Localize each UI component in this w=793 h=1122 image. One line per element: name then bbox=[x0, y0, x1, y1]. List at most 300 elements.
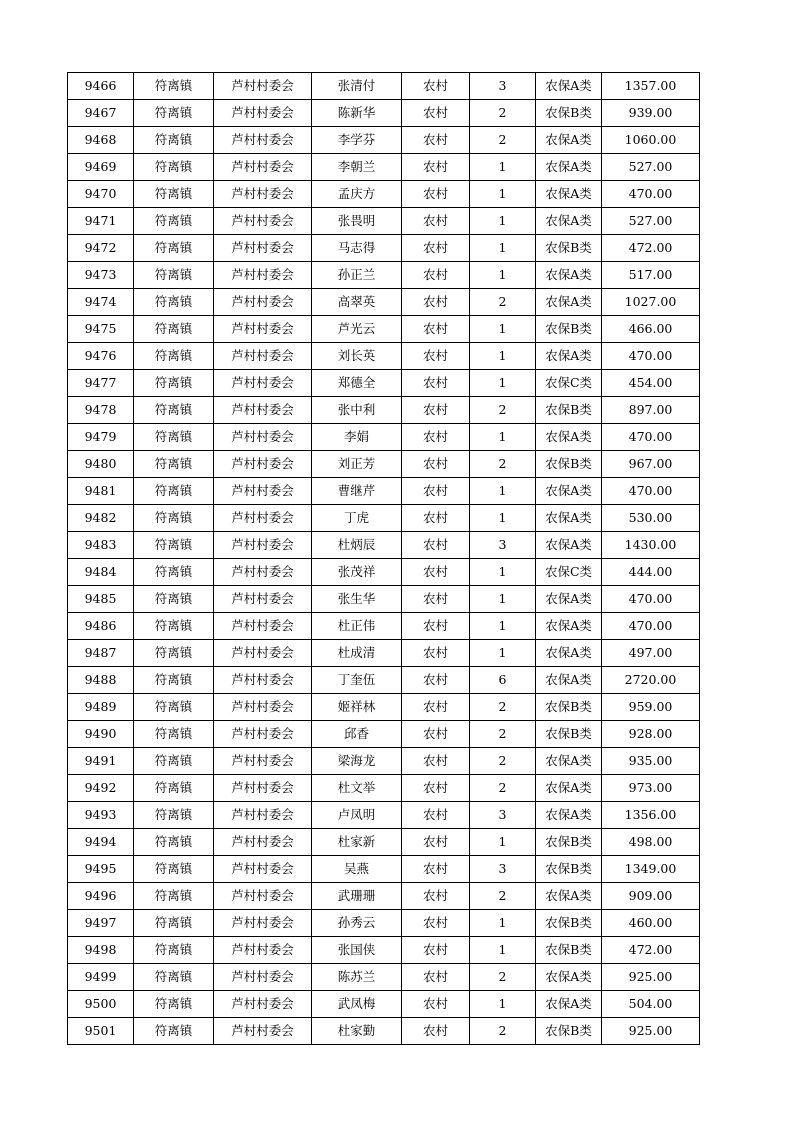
area-type-cell: 农村 bbox=[402, 586, 470, 613]
table-body bbox=[68, 73, 700, 1045]
village-committee-cell: 芦村村委会 bbox=[214, 775, 312, 802]
household-size-cell: 1 bbox=[470, 235, 536, 262]
insurance-category-cell: 农保B类 bbox=[536, 235, 602, 262]
village-committee-cell: 芦村村委会 bbox=[214, 154, 312, 181]
row-number-cell: 9480 bbox=[68, 451, 134, 478]
table-row bbox=[68, 964, 700, 991]
amount-cell: 1357.00 bbox=[602, 73, 700, 100]
area-type-cell: 农村 bbox=[402, 181, 470, 208]
name-cell: 马志得 bbox=[312, 235, 402, 262]
household-size-cell: 1 bbox=[470, 991, 536, 1018]
area-type-cell: 农村 bbox=[402, 154, 470, 181]
row-number-cell: 9488 bbox=[68, 667, 134, 694]
town-cell: 符离镇 bbox=[134, 505, 214, 532]
table-row bbox=[68, 451, 700, 478]
insurance-category-cell: 农保B类 bbox=[536, 937, 602, 964]
household-size-cell: 2 bbox=[470, 289, 536, 316]
village-committee-cell: 芦村村委会 bbox=[214, 640, 312, 667]
village-committee-cell: 芦村村委会 bbox=[214, 694, 312, 721]
name-cell: 邱香 bbox=[312, 721, 402, 748]
table-row bbox=[68, 640, 700, 667]
amount-cell: 973.00 bbox=[602, 775, 700, 802]
name-cell: 梁海龙 bbox=[312, 748, 402, 775]
village-committee-cell: 芦村村委会 bbox=[214, 73, 312, 100]
area-type-cell: 农村 bbox=[402, 235, 470, 262]
amount-cell: 925.00 bbox=[602, 1018, 700, 1045]
amount-cell: 1349.00 bbox=[602, 856, 700, 883]
insurance-category-cell: 农保B类 bbox=[536, 316, 602, 343]
name-cell: 曹继芹 bbox=[312, 478, 402, 505]
insurance-category-cell: 农保A类 bbox=[536, 748, 602, 775]
benefit-table bbox=[67, 72, 700, 1045]
household-size-cell: 2 bbox=[470, 1018, 536, 1045]
table-row bbox=[68, 73, 700, 100]
row-number-cell: 9486 bbox=[68, 613, 134, 640]
town-cell: 符离镇 bbox=[134, 937, 214, 964]
name-cell: 杜炳辰 bbox=[312, 532, 402, 559]
town-cell: 符离镇 bbox=[134, 235, 214, 262]
row-number-cell: 9469 bbox=[68, 154, 134, 181]
household-size-cell: 1 bbox=[470, 181, 536, 208]
town-cell: 符离镇 bbox=[134, 829, 214, 856]
insurance-category-cell: 农保A类 bbox=[536, 964, 602, 991]
table-row bbox=[68, 613, 700, 640]
town-cell: 符离镇 bbox=[134, 775, 214, 802]
row-number-cell: 9492 bbox=[68, 775, 134, 802]
village-committee-cell: 芦村村委会 bbox=[214, 586, 312, 613]
table-row bbox=[68, 478, 700, 505]
name-cell: 吴燕 bbox=[312, 856, 402, 883]
village-committee-cell: 芦村村委会 bbox=[214, 343, 312, 370]
table-row bbox=[68, 721, 700, 748]
row-number-cell: 9468 bbox=[68, 127, 134, 154]
table-row bbox=[68, 910, 700, 937]
town-cell: 符离镇 bbox=[134, 208, 214, 235]
table-row bbox=[68, 532, 700, 559]
village-committee-cell: 芦村村委会 bbox=[214, 748, 312, 775]
table-row bbox=[68, 991, 700, 1018]
insurance-category-cell: 农保C类 bbox=[536, 559, 602, 586]
household-size-cell: 1 bbox=[470, 505, 536, 532]
village-committee-cell: 芦村村委会 bbox=[214, 505, 312, 532]
amount-cell: 1356.00 bbox=[602, 802, 700, 829]
name-cell: 芦光云 bbox=[312, 316, 402, 343]
insurance-category-cell: 农保A类 bbox=[536, 424, 602, 451]
village-committee-cell: 芦村村委会 bbox=[214, 451, 312, 478]
household-size-cell: 1 bbox=[470, 613, 536, 640]
household-size-cell: 2 bbox=[470, 100, 536, 127]
household-size-cell: 1 bbox=[470, 910, 536, 937]
insurance-category-cell: 农保A类 bbox=[536, 289, 602, 316]
village-committee-cell: 芦村村委会 bbox=[214, 883, 312, 910]
insurance-category-cell: 农保A类 bbox=[536, 208, 602, 235]
town-cell: 符离镇 bbox=[134, 181, 214, 208]
amount-cell: 466.00 bbox=[602, 316, 700, 343]
table-row bbox=[68, 343, 700, 370]
town-cell: 符离镇 bbox=[134, 586, 214, 613]
insurance-category-cell: 农保A类 bbox=[536, 532, 602, 559]
insurance-category-cell: 农保B类 bbox=[536, 694, 602, 721]
table-row bbox=[68, 154, 700, 181]
village-committee-cell: 芦村村委会 bbox=[214, 181, 312, 208]
amount-cell: 470.00 bbox=[602, 181, 700, 208]
area-type-cell: 农村 bbox=[402, 694, 470, 721]
amount-cell: 472.00 bbox=[602, 937, 700, 964]
table-row bbox=[68, 181, 700, 208]
household-size-cell: 1 bbox=[470, 640, 536, 667]
household-size-cell: 2 bbox=[470, 694, 536, 721]
area-type-cell: 农村 bbox=[402, 559, 470, 586]
town-cell: 符离镇 bbox=[134, 154, 214, 181]
table-row bbox=[68, 829, 700, 856]
village-committee-cell: 芦村村委会 bbox=[214, 532, 312, 559]
area-type-cell: 农村 bbox=[402, 964, 470, 991]
area-type-cell: 农村 bbox=[402, 829, 470, 856]
amount-cell: 444.00 bbox=[602, 559, 700, 586]
amount-cell: 939.00 bbox=[602, 100, 700, 127]
village-committee-cell: 芦村村委会 bbox=[214, 262, 312, 289]
row-number-cell: 9473 bbox=[68, 262, 134, 289]
amount-cell: 498.00 bbox=[602, 829, 700, 856]
village-committee-cell: 芦村村委会 bbox=[214, 127, 312, 154]
amount-cell: 1027.00 bbox=[602, 289, 700, 316]
insurance-category-cell: 农保A类 bbox=[536, 154, 602, 181]
village-committee-cell: 芦村村委会 bbox=[214, 910, 312, 937]
table-row bbox=[68, 235, 700, 262]
name-cell: 武珊珊 bbox=[312, 883, 402, 910]
village-committee-cell: 芦村村委会 bbox=[214, 721, 312, 748]
amount-cell: 925.00 bbox=[602, 964, 700, 991]
town-cell: 符离镇 bbox=[134, 667, 214, 694]
town-cell: 符离镇 bbox=[134, 748, 214, 775]
name-cell: 武凤梅 bbox=[312, 991, 402, 1018]
row-number-cell: 9477 bbox=[68, 370, 134, 397]
row-number-cell: 9497 bbox=[68, 910, 134, 937]
name-cell: 张生华 bbox=[312, 586, 402, 613]
row-number-cell: 9472 bbox=[68, 235, 134, 262]
town-cell: 符离镇 bbox=[134, 451, 214, 478]
row-number-cell: 9474 bbox=[68, 289, 134, 316]
area-type-cell: 农村 bbox=[402, 667, 470, 694]
village-committee-cell: 芦村村委会 bbox=[214, 829, 312, 856]
village-committee-cell: 芦村村委会 bbox=[214, 667, 312, 694]
row-number-cell: 9466 bbox=[68, 73, 134, 100]
name-cell: 杜正伟 bbox=[312, 613, 402, 640]
area-type-cell: 农村 bbox=[402, 748, 470, 775]
area-type-cell: 农村 bbox=[402, 640, 470, 667]
row-number-cell: 9501 bbox=[68, 1018, 134, 1045]
amount-cell: 1060.00 bbox=[602, 127, 700, 154]
name-cell: 张畏明 bbox=[312, 208, 402, 235]
insurance-category-cell: 农保A类 bbox=[536, 505, 602, 532]
area-type-cell: 农村 bbox=[402, 775, 470, 802]
table-row bbox=[68, 586, 700, 613]
amount-cell: 517.00 bbox=[602, 262, 700, 289]
insurance-category-cell: 农保B类 bbox=[536, 451, 602, 478]
table-row bbox=[68, 856, 700, 883]
insurance-category-cell: 农保A类 bbox=[536, 586, 602, 613]
table-row bbox=[68, 802, 700, 829]
amount-cell: 470.00 bbox=[602, 424, 700, 451]
name-cell: 张茂祥 bbox=[312, 559, 402, 586]
name-cell: 张中利 bbox=[312, 397, 402, 424]
town-cell: 符离镇 bbox=[134, 883, 214, 910]
household-size-cell: 1 bbox=[470, 829, 536, 856]
row-number-cell: 9481 bbox=[68, 478, 134, 505]
area-type-cell: 农村 bbox=[402, 532, 470, 559]
amount-cell: 454.00 bbox=[602, 370, 700, 397]
name-cell: 杜成清 bbox=[312, 640, 402, 667]
insurance-category-cell: 农保B类 bbox=[536, 829, 602, 856]
table-row bbox=[68, 208, 700, 235]
name-cell: 孙秀云 bbox=[312, 910, 402, 937]
village-committee-cell: 芦村村委会 bbox=[214, 208, 312, 235]
table-row bbox=[68, 100, 700, 127]
amount-cell: 530.00 bbox=[602, 505, 700, 532]
village-committee-cell: 芦村村委会 bbox=[214, 991, 312, 1018]
amount-cell: 2720.00 bbox=[602, 667, 700, 694]
row-number-cell: 9470 bbox=[68, 181, 134, 208]
row-number-cell: 9496 bbox=[68, 883, 134, 910]
amount-cell: 460.00 bbox=[602, 910, 700, 937]
table-row bbox=[68, 397, 700, 424]
household-size-cell: 1 bbox=[470, 154, 536, 181]
town-cell: 符离镇 bbox=[134, 343, 214, 370]
household-size-cell: 3 bbox=[470, 532, 536, 559]
household-size-cell: 2 bbox=[470, 883, 536, 910]
insurance-category-cell: 农保A类 bbox=[536, 613, 602, 640]
name-cell: 孙正兰 bbox=[312, 262, 402, 289]
name-cell: 姬祥林 bbox=[312, 694, 402, 721]
area-type-cell: 农村 bbox=[402, 397, 470, 424]
household-size-cell: 3 bbox=[470, 802, 536, 829]
town-cell: 符离镇 bbox=[134, 694, 214, 721]
row-number-cell: 9479 bbox=[68, 424, 134, 451]
row-number-cell: 9495 bbox=[68, 856, 134, 883]
name-cell: 李娟 bbox=[312, 424, 402, 451]
row-number-cell: 9491 bbox=[68, 748, 134, 775]
area-type-cell: 农村 bbox=[402, 505, 470, 532]
town-cell: 符离镇 bbox=[134, 100, 214, 127]
household-size-cell: 6 bbox=[470, 667, 536, 694]
row-number-cell: 9467 bbox=[68, 100, 134, 127]
table-row bbox=[68, 262, 700, 289]
row-number-cell: 9476 bbox=[68, 343, 134, 370]
table-row bbox=[68, 316, 700, 343]
amount-cell: 527.00 bbox=[602, 208, 700, 235]
area-type-cell: 农村 bbox=[402, 856, 470, 883]
area-type-cell: 农村 bbox=[402, 424, 470, 451]
insurance-category-cell: 农保A类 bbox=[536, 343, 602, 370]
insurance-category-cell: 农保A类 bbox=[536, 667, 602, 694]
insurance-category-cell: 农保A类 bbox=[536, 73, 602, 100]
row-number-cell: 9494 bbox=[68, 829, 134, 856]
row-number-cell: 9493 bbox=[68, 802, 134, 829]
amount-cell: 928.00 bbox=[602, 721, 700, 748]
table-row bbox=[68, 559, 700, 586]
village-committee-cell: 芦村村委会 bbox=[214, 397, 312, 424]
village-committee-cell: 芦村村委会 bbox=[214, 1018, 312, 1045]
area-type-cell: 农村 bbox=[402, 721, 470, 748]
town-cell: 符离镇 bbox=[134, 721, 214, 748]
amount-cell: 897.00 bbox=[602, 397, 700, 424]
row-number-cell: 9471 bbox=[68, 208, 134, 235]
insurance-category-cell: 农保A类 bbox=[536, 640, 602, 667]
household-size-cell: 2 bbox=[470, 748, 536, 775]
village-committee-cell: 芦村村委会 bbox=[214, 559, 312, 586]
village-committee-cell: 芦村村委会 bbox=[214, 937, 312, 964]
row-number-cell: 9485 bbox=[68, 586, 134, 613]
table-row bbox=[68, 937, 700, 964]
town-cell: 符离镇 bbox=[134, 559, 214, 586]
town-cell: 符离镇 bbox=[134, 424, 214, 451]
amount-cell: 470.00 bbox=[602, 613, 700, 640]
row-number-cell: 9482 bbox=[68, 505, 134, 532]
insurance-category-cell: 农保B类 bbox=[536, 856, 602, 883]
town-cell: 符离镇 bbox=[134, 370, 214, 397]
name-cell: 丁奎伍 bbox=[312, 667, 402, 694]
amount-cell: 472.00 bbox=[602, 235, 700, 262]
name-cell: 杜文举 bbox=[312, 775, 402, 802]
table-row bbox=[68, 370, 700, 397]
area-type-cell: 农村 bbox=[402, 451, 470, 478]
insurance-category-cell: 农保B类 bbox=[536, 100, 602, 127]
area-type-cell: 农村 bbox=[402, 937, 470, 964]
village-committee-cell: 芦村村委会 bbox=[214, 802, 312, 829]
household-size-cell: 2 bbox=[470, 127, 536, 154]
area-type-cell: 农村 bbox=[402, 1018, 470, 1045]
household-size-cell: 1 bbox=[470, 262, 536, 289]
village-committee-cell: 芦村村委会 bbox=[214, 370, 312, 397]
area-type-cell: 农村 bbox=[402, 991, 470, 1018]
town-cell: 符离镇 bbox=[134, 289, 214, 316]
row-number-cell: 9475 bbox=[68, 316, 134, 343]
amount-cell: 1430.00 bbox=[602, 532, 700, 559]
name-cell: 杜家新 bbox=[312, 829, 402, 856]
table-row bbox=[68, 127, 700, 154]
town-cell: 符离镇 bbox=[134, 127, 214, 154]
name-cell: 孟庆方 bbox=[312, 181, 402, 208]
table-row bbox=[68, 424, 700, 451]
household-size-cell: 3 bbox=[470, 856, 536, 883]
amount-cell: 959.00 bbox=[602, 694, 700, 721]
area-type-cell: 农村 bbox=[402, 343, 470, 370]
village-committee-cell: 芦村村委会 bbox=[214, 289, 312, 316]
area-type-cell: 农村 bbox=[402, 370, 470, 397]
town-cell: 符离镇 bbox=[134, 640, 214, 667]
household-size-cell: 1 bbox=[470, 586, 536, 613]
village-committee-cell: 芦村村委会 bbox=[214, 856, 312, 883]
area-type-cell: 农村 bbox=[402, 262, 470, 289]
name-cell: 刘长英 bbox=[312, 343, 402, 370]
row-number-cell: 9478 bbox=[68, 397, 134, 424]
amount-cell: 935.00 bbox=[602, 748, 700, 775]
village-committee-cell: 芦村村委会 bbox=[214, 424, 312, 451]
household-size-cell: 1 bbox=[470, 316, 536, 343]
town-cell: 符离镇 bbox=[134, 964, 214, 991]
household-size-cell: 2 bbox=[470, 964, 536, 991]
name-cell: 李朝兰 bbox=[312, 154, 402, 181]
amount-cell: 470.00 bbox=[602, 478, 700, 505]
household-size-cell: 2 bbox=[470, 721, 536, 748]
area-type-cell: 农村 bbox=[402, 100, 470, 127]
table-row bbox=[68, 748, 700, 775]
insurance-category-cell: 农保B类 bbox=[536, 1018, 602, 1045]
town-cell: 符离镇 bbox=[134, 262, 214, 289]
town-cell: 符离镇 bbox=[134, 316, 214, 343]
household-size-cell: 1 bbox=[470, 478, 536, 505]
town-cell: 符离镇 bbox=[134, 73, 214, 100]
town-cell: 符离镇 bbox=[134, 613, 214, 640]
row-number-cell: 9490 bbox=[68, 721, 134, 748]
household-size-cell: 3 bbox=[470, 73, 536, 100]
row-number-cell: 9498 bbox=[68, 937, 134, 964]
name-cell: 杜家勤 bbox=[312, 1018, 402, 1045]
amount-cell: 504.00 bbox=[602, 991, 700, 1018]
insurance-category-cell: 农保A类 bbox=[536, 883, 602, 910]
village-committee-cell: 芦村村委会 bbox=[214, 316, 312, 343]
household-size-cell: 1 bbox=[470, 208, 536, 235]
table-row bbox=[68, 667, 700, 694]
row-number-cell: 9500 bbox=[68, 991, 134, 1018]
amount-cell: 967.00 bbox=[602, 451, 700, 478]
name-cell: 刘正芳 bbox=[312, 451, 402, 478]
town-cell: 符离镇 bbox=[134, 478, 214, 505]
area-type-cell: 农村 bbox=[402, 127, 470, 154]
area-type-cell: 农村 bbox=[402, 208, 470, 235]
name-cell: 丁虎 bbox=[312, 505, 402, 532]
area-type-cell: 农村 bbox=[402, 73, 470, 100]
village-committee-cell: 芦村村委会 bbox=[214, 478, 312, 505]
area-type-cell: 农村 bbox=[402, 910, 470, 937]
amount-cell: 527.00 bbox=[602, 154, 700, 181]
name-cell: 张国侠 bbox=[312, 937, 402, 964]
amount-cell: 470.00 bbox=[602, 586, 700, 613]
village-committee-cell: 芦村村委会 bbox=[214, 613, 312, 640]
row-number-cell: 9489 bbox=[68, 694, 134, 721]
town-cell: 符离镇 bbox=[134, 991, 214, 1018]
household-size-cell: 1 bbox=[470, 559, 536, 586]
row-number-cell: 9483 bbox=[68, 532, 134, 559]
name-cell: 郑德全 bbox=[312, 370, 402, 397]
insurance-category-cell: 农保A类 bbox=[536, 262, 602, 289]
name-cell: 陈苏兰 bbox=[312, 964, 402, 991]
area-type-cell: 农村 bbox=[402, 802, 470, 829]
insurance-category-cell: 农保B类 bbox=[536, 397, 602, 424]
amount-cell: 909.00 bbox=[602, 883, 700, 910]
table-row bbox=[68, 1018, 700, 1045]
household-size-cell: 1 bbox=[470, 343, 536, 370]
household-size-cell: 1 bbox=[470, 424, 536, 451]
insurance-category-cell: 农保A类 bbox=[536, 775, 602, 802]
area-type-cell: 农村 bbox=[402, 883, 470, 910]
insurance-category-cell: 农保C类 bbox=[536, 370, 602, 397]
village-committee-cell: 芦村村委会 bbox=[214, 100, 312, 127]
insurance-category-cell: 农保B类 bbox=[536, 721, 602, 748]
household-size-cell: 1 bbox=[470, 937, 536, 964]
town-cell: 符离镇 bbox=[134, 856, 214, 883]
household-size-cell: 2 bbox=[470, 775, 536, 802]
name-cell: 卢凤明 bbox=[312, 802, 402, 829]
town-cell: 符离镇 bbox=[134, 397, 214, 424]
insurance-category-cell: 农保B类 bbox=[536, 910, 602, 937]
town-cell: 符离镇 bbox=[134, 532, 214, 559]
area-type-cell: 农村 bbox=[402, 289, 470, 316]
town-cell: 符离镇 bbox=[134, 802, 214, 829]
name-cell: 张清付 bbox=[312, 73, 402, 100]
amount-cell: 470.00 bbox=[602, 343, 700, 370]
village-committee-cell: 芦村村委会 bbox=[214, 235, 312, 262]
